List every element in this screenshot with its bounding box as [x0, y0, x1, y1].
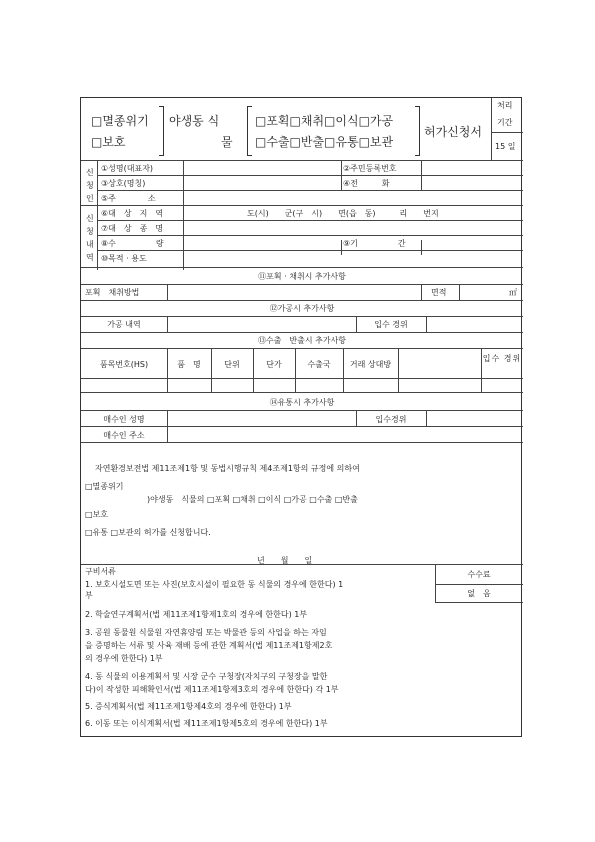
- label-capture-method: 포획 채취방법: [85, 288, 140, 297]
- col-acquire: 입수 경위: [482, 354, 522, 363]
- col-unit-price: 단가: [266, 360, 282, 369]
- label-processing-detail: 가공 내역: [107, 320, 141, 329]
- bracket-right: [159, 106, 164, 156]
- statement-line-5: □유통 □보관의 허가를 신청합니다.: [85, 528, 211, 537]
- export-heading: ⑬수출 반출시 추가사항: [257, 336, 347, 345]
- label-distribution-acquire: 입수경위: [375, 415, 407, 424]
- statement-line-4: □보호: [85, 510, 109, 519]
- label-target-region: ⑥대 상 지 역: [101, 209, 164, 218]
- capture-heading: ⑪포획 · 채취시 추가사항: [258, 272, 346, 281]
- label-phone: ④전 화: [343, 179, 390, 188]
- label-buyer-name: 매수인 성명: [103, 415, 145, 424]
- col-counterparty: 거래 상대방: [349, 360, 392, 369]
- label-purpose: ⑩목적 · 용도: [101, 254, 147, 263]
- bracket-right-2: [415, 106, 420, 156]
- statement-date: 년 월 일: [257, 556, 313, 565]
- label-id-number: ②주민등록번호: [343, 164, 397, 173]
- request-label-4: 역: [86, 253, 94, 262]
- application-form: [80, 97, 522, 737]
- category-protected: □보호: [91, 135, 126, 149]
- fee-value: 없 음: [467, 589, 491, 598]
- doc-item-1: 1. 보호시설도면 또는 사진(보호시설이 필요한 동 식물의 경우에 한한다) 1: [85, 580, 344, 589]
- distribution-heading: ⑭유통시 추가사항: [269, 398, 335, 407]
- category-endangered: □멸종위기: [91, 114, 149, 128]
- request-label-3: 내: [86, 240, 94, 249]
- period-label-1: 처리: [497, 101, 513, 110]
- col-export-country: 수출국: [307, 360, 331, 369]
- label-target-species: ⑦대 상 종 명: [101, 224, 164, 233]
- col-unit: 단위: [224, 360, 240, 369]
- form-title: 허가신청서: [424, 125, 482, 139]
- doc-item-5: 5. 증식계획서(법 제11조제1항제4호의 경우에 한한다) 1부: [85, 702, 292, 711]
- statement-line-3: )야생동 식물의 □포획 □채취 □이식 □가공 □수출 □반출: [147, 495, 358, 504]
- label-area: 면적: [431, 288, 447, 297]
- label-processing-acquire: 입수 경위: [374, 320, 408, 329]
- fee-label: 수수료: [467, 570, 491, 579]
- applicant-label-1: 신: [86, 168, 94, 177]
- label-period: ⑨기 간: [343, 239, 406, 248]
- applicant-label-3: 인: [86, 194, 94, 203]
- label-name: ①성명(대표자): [101, 164, 154, 173]
- area-unit: ㎡: [509, 288, 517, 297]
- request-label-1: 신: [86, 214, 94, 223]
- statement-line-1: 자연환경보전법 제11조제1항 및 동법시행규칙 제4조제1항의 규정에 의하여: [95, 464, 360, 473]
- species-line2: 물: [221, 135, 233, 149]
- doc-item-3-cont2: 의 경우에 한한다) 1부: [85, 654, 163, 663]
- doc-item-6: 6. 이동 또는 이식계획서(법 제11조제1항제5호의 경우에 한한다) 1부: [85, 719, 328, 728]
- label-quantity: ⑧수 량: [101, 239, 164, 248]
- doc-item-4: 4. 동 식물의 이용계획서 및 시장 군수 구청장(자치구의 구청장을 말한: [85, 672, 328, 681]
- doc-item-2: 2. 학술연구계획서(법 제11조제1항제1호의 경우에 한한다) 1부: [85, 610, 308, 619]
- doc-item-1-cont: 부: [85, 591, 93, 600]
- doc-item-3: 3. 공원 동물원 식물원 자연휴양림 또는 박물관 등의 사업을 하는 자임: [85, 628, 327, 637]
- activities-line1: □포획□채취□이식□가공: [255, 114, 394, 128]
- col-hs-code: 품목번호(HS): [99, 360, 149, 369]
- col-item-name: 품 명: [177, 360, 201, 369]
- statement-line-2: □멸종위기: [85, 482, 124, 491]
- period-value: 15 일: [495, 142, 516, 151]
- bracket-left: [247, 106, 252, 156]
- species-line1: 야생동 식: [169, 114, 220, 128]
- label-buyer-address: 매수인 주소: [103, 431, 145, 440]
- label-company: ③상호(명칭): [101, 179, 146, 188]
- processing-heading: ⑫가공시 추가사항: [269, 304, 335, 313]
- documents-heading: 구비서류: [85, 567, 116, 576]
- label-address: ⑤주 소: [101, 194, 156, 203]
- region-template: 도(시) 군(구 시) 면(읍 동) 리 번지: [247, 209, 439, 218]
- applicant-label-2: 청: [86, 181, 94, 190]
- doc-item-3-cont1: 을 증명하는 서류 및 사육 재배 등에 관한 계획서(법 제11조제1항제2호: [85, 641, 333, 650]
- request-label-2: 청: [86, 227, 94, 236]
- period-label-2: 기간: [497, 118, 513, 127]
- activities-line2: □수출□반출□유통□보관: [255, 135, 394, 149]
- doc-item-4-cont: 다)이 작성한 피해확인서(법 제11조제1항제3호의 경우에 한한다) 각 1부: [85, 685, 339, 694]
